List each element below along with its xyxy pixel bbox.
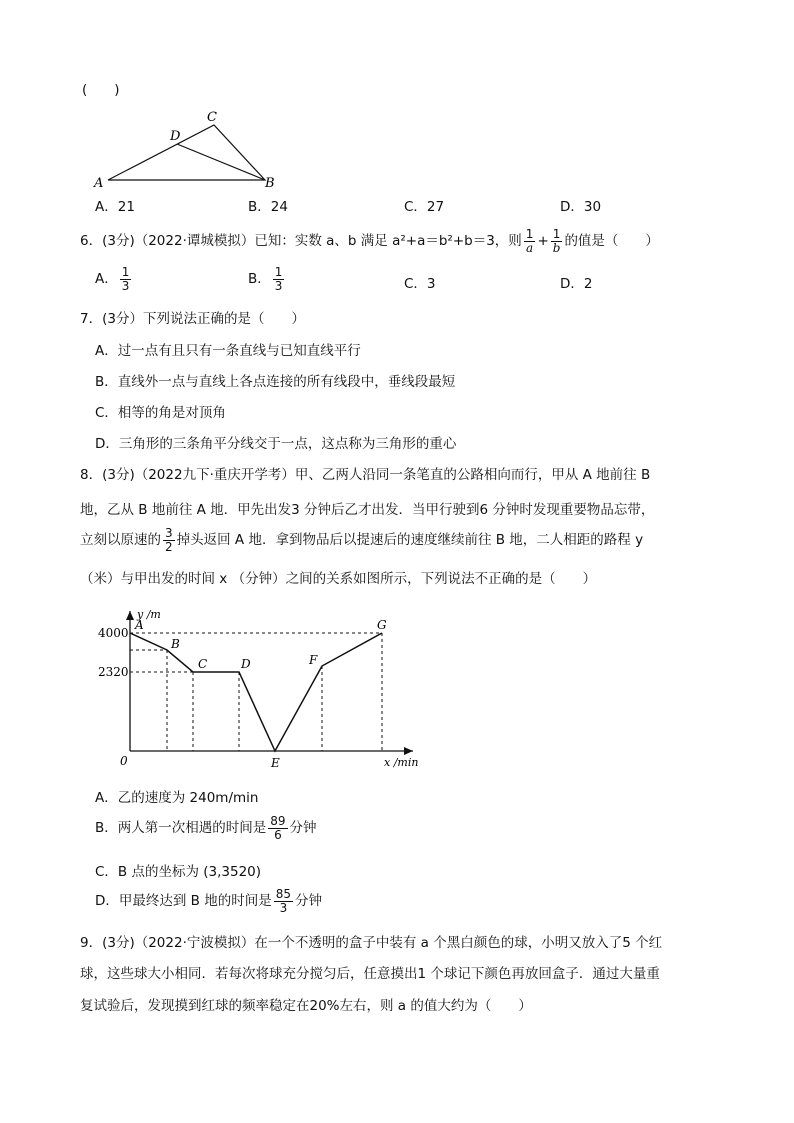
q7-option-b: B．直线外一点与直线上各点连接的所有线段中，垂线段最短: [95, 374, 456, 390]
q8-x-axis-label: x /min: [384, 756, 419, 769]
q8-point-c: C: [198, 657, 208, 671]
q5-triangle-figure: [90, 106, 290, 194]
q5-point-a: A: [94, 176, 104, 191]
q8-stem-line3: 立刻以原速的 $\frac{3}{2}$ 掉头返回 A 地．拿到物品后以提速后的速度继续前往 B 地，二人相距的路程 y: [80, 526, 644, 554]
q5-option-b: B．24: [248, 199, 288, 215]
q8-distance-time-graph: [95, 605, 425, 775]
q6-plus: +: [537, 233, 549, 249]
q7-stem: 7．(3分）下列说法正确的是（ ）: [80, 311, 305, 327]
q6-stem-suffix: 的值是（ ）: [564, 233, 659, 249]
q7-option-a: A．过一点有且只有一条直线与已知直线平行: [95, 343, 361, 359]
q6-fraction-1-over-b: $\frac{1}{b}$: [552, 227, 561, 255]
q8-stem-line1: 8．(3分)（2022九下·重庆开学考）甲、乙两人沿同一条笔直的公路相向而行，甲从 A 地前往 B: [80, 467, 651, 483]
q8-stem-line2: 地，乙从 B 地前往 A 地．甲先出发3 分钟后乙才出发．当甲行驶到6 分钟时发现重要物品忘带，: [80, 502, 655, 518]
q8-stem-line4: （米）与甲出发的时间 x （分钟）之间的关系如图所示，下列说法不正确的是（ ）: [80, 571, 597, 587]
q5-answer-bracket: ( ): [82, 82, 120, 98]
q6-option-b: B． $\frac{1}{3}$: [248, 265, 283, 293]
q9-stem-line3: 复试验后，发现摸到红球的频率稳定在20%左右，则 a 的值大约为（ ）: [80, 998, 532, 1014]
q9-stem-line2: 球，这些球大小相同．若每次将球充分搅匀后，任意摸出1 个球记下颜色再放回盒子．通过大量重: [80, 966, 660, 982]
q8-option-c: C．B 点的坐标为 (3,3520): [95, 864, 262, 880]
q6-stem-prefix: 6．(3分)（2022·谭城模拟）已知：实数 a、b 满足 a²+a＝b²+b＝3，则: [80, 233, 522, 249]
q8-point-d: D: [241, 657, 251, 671]
q5-point-d: D: [170, 129, 181, 144]
q8-point-f: F: [309, 653, 318, 667]
q8-point-g: G: [377, 618, 387, 632]
q5-point-c: C: [207, 110, 217, 125]
q8-y-axis-label: y /m: [137, 608, 161, 621]
q9-stem-line1: 9．(3分)（2022·宁波模拟）在一个不透明的盒子中装有 a 个黑白颜色的球，小明又放入了5 个红: [80, 935, 663, 951]
q6-fraction-1-over-a: $\frac{1}{a}$: [525, 227, 534, 255]
q6-option-c: C．3: [404, 276, 436, 292]
q6-stem: [80, 228, 659, 254]
q5-point-b: B: [265, 176, 275, 191]
q5-option-a: A．21: [95, 199, 135, 215]
q7-option-c: C．相等的角是对顶角: [95, 405, 226, 421]
q8-option-a: A．乙的速度为 240m/min: [95, 790, 259, 806]
q8-y-tick-2320: 2320: [98, 665, 129, 679]
q8-origin-label: 0: [120, 754, 128, 768]
q8-option-b: B．两人第一次相遇的时间是 $\frac{89}{6}$ 分钟: [95, 814, 317, 842]
q6-option-a: A． $\frac{1}{3}$: [95, 265, 130, 293]
q8-fraction-3-over-2: $\frac{3}{2}$: [165, 526, 173, 554]
q8-y-tick-4000: 4000: [98, 626, 129, 640]
q5-option-c: C．27: [404, 199, 445, 215]
q5-option-d: D．30: [560, 199, 602, 215]
q8-point-b: B: [171, 637, 180, 651]
q6-option-d: D．2: [560, 276, 593, 292]
q7-option-d: D．三角形的三条角平分线交于一点，这点称为三角形的重心: [95, 436, 457, 452]
q8-point-a: A: [135, 618, 144, 632]
q8-point-e: E: [271, 756, 280, 770]
q8-option-d: D．甲最终达到 B 地的时间是 $\frac{85}{3}$ 分钟: [95, 887, 323, 915]
